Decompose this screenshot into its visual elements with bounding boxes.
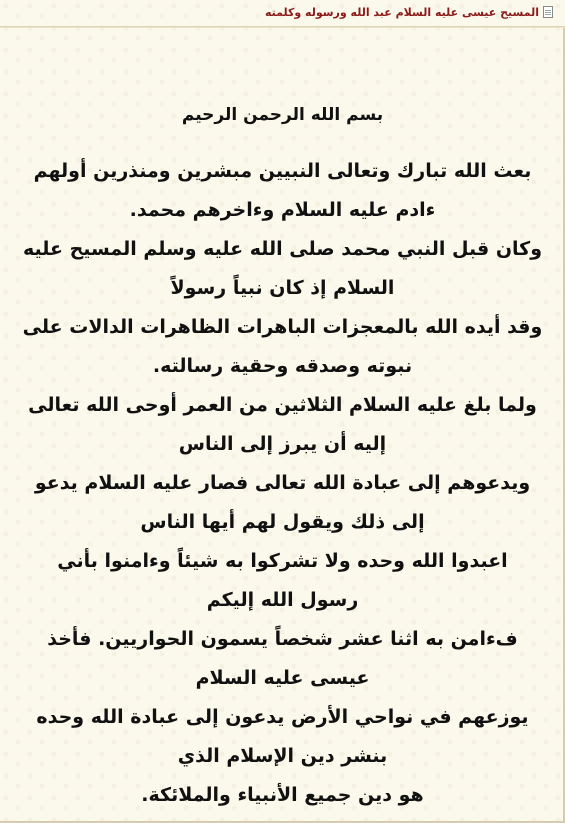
document-icon	[543, 6, 553, 18]
title-bar	[0, 0, 565, 24]
text-line-6: نبوته وصدقه وحقية رسالته.	[152, 355, 413, 377]
basmala: بسم الله الرحمن الرحيم	[181, 105, 384, 125]
text-line-11: اعبدوا الله وحده ولا تشركوا به شيئاً وءامنوا بأني	[57, 550, 508, 572]
text-line-13: فءامن به اثنا عشر شخصاً يسمون الحواريين. فأخذ	[47, 628, 518, 650]
text-line-1: بعث الله تبارك وتعالى النبيين مبشرين ومنذرين أولهم	[33, 160, 532, 182]
text-line-16: بنشر دين الإسلام الذي	[177, 745, 388, 767]
text-line-12: رسول الله إليكم	[206, 589, 359, 611]
text-line-2: ءادم عليه السلام وءاخرهم محمد.	[129, 199, 436, 221]
text-line-5: وقد أيده الله بالمعجزات الباهرات الظاهرات الدالات على	[22, 316, 543, 338]
text-line-10: إلى ذلك ويقول لهم أيها الناس	[140, 511, 425, 533]
text-line-14: عيسى عليه السلام	[195, 667, 370, 689]
text-line-4: السلام إذ كان نبياً رسولاً	[170, 277, 395, 299]
text-line-3: وكان قبل النبي محمد صلى الله عليه وسلم المسيح عليه	[22, 238, 543, 260]
title-divider	[0, 26, 565, 28]
document-body	[8, 100, 557, 815]
text-line-17: هو دين جميع الأنبياء والملائكة.	[141, 784, 424, 806]
text-line-7: ولما بلغ عليه السلام الثلاثين من العمر أوحى الله تعالى	[28, 394, 537, 416]
text-line-8: إليه أن يبرز إلى الناس	[178, 433, 387, 455]
text-line-9: ويدعوهم إلى عبادة الله تعالى فصار عليه السلام يدعو	[34, 472, 531, 494]
window-title: المسيح عيسى عليه السلام عبد الله ورسوله وكلمته	[264, 5, 539, 19]
text-line-15: يوزعهم في نواحي الأرض يدعون إلى عبادة الله وحده	[36, 706, 529, 728]
